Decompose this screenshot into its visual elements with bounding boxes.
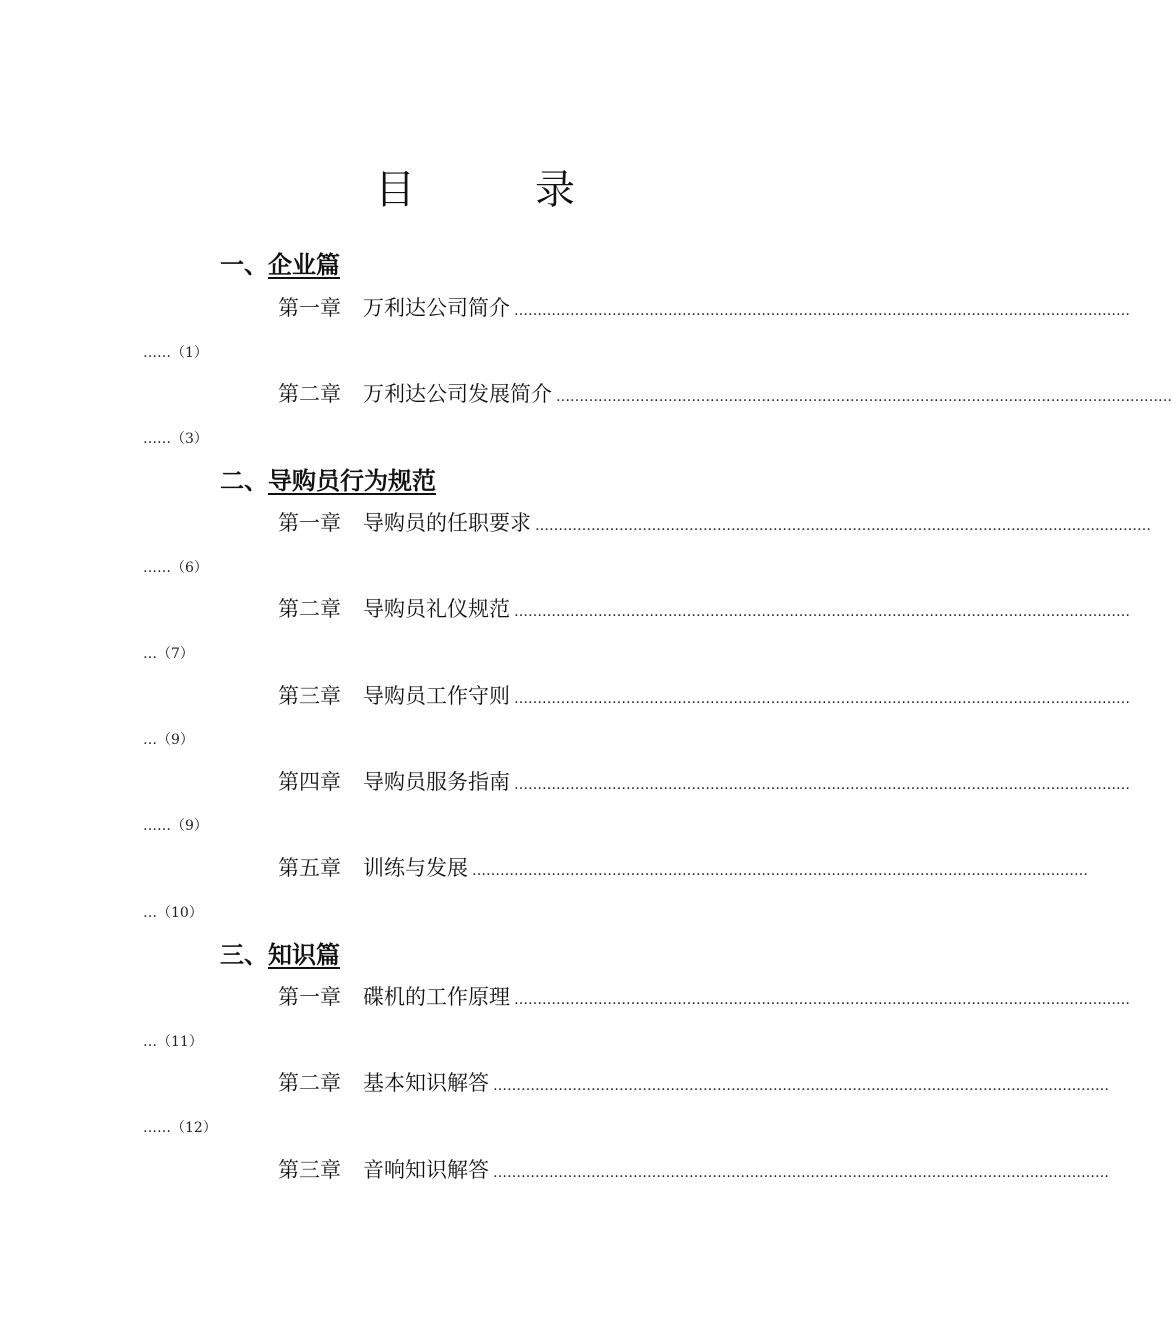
- dot-leader: ……………………………………………………………………………………………………………………: [472, 863, 1088, 879]
- section-title: 知识篇: [268, 941, 340, 969]
- page-number: …（11）: [143, 1034, 203, 1050]
- chapter-title: 万利达公司发展简介: [363, 382, 552, 406]
- section-title: 企业篇: [268, 251, 340, 279]
- page-number: ……（1）: [143, 345, 208, 361]
- toc-entry[interactable]: [278, 379, 1172, 409]
- toc-entry[interactable]: [278, 1155, 1109, 1185]
- chapter-title: 导购员礼仪规范: [363, 597, 510, 621]
- toc-entry[interactable]: [278, 982, 1130, 1012]
- chapter-number: 第三章: [278, 684, 341, 708]
- chapter-number: 第三章: [278, 1158, 341, 1182]
- chapter-title: 万利达公司简介: [363, 296, 510, 320]
- chapter-title: 导购员的任职要求: [363, 511, 531, 535]
- dot-leader: ……………………………………………………………………………………………………………………: [535, 518, 1151, 534]
- dot-leader: ……………………………………………………………………………………………………………………: [514, 303, 1130, 319]
- chapter-number: 第二章: [278, 1071, 341, 1095]
- toc-entry[interactable]: [278, 594, 1130, 624]
- dot-leader: ……………………………………………………………………………………………………………………: [556, 389, 1172, 405]
- page-title: 目 录: [375, 167, 615, 213]
- chapter-title: 训练与发展: [363, 856, 468, 880]
- dot-leader: ……………………………………………………………………………………………………………………: [514, 604, 1130, 620]
- page-number: …（7）: [143, 646, 194, 662]
- chapter-number: 第五章: [278, 856, 341, 880]
- chapter-number: 第二章: [278, 382, 341, 406]
- dot-leader: ……………………………………………………………………………………………………………………: [493, 1165, 1109, 1181]
- chapter-title: 音响知识解答: [363, 1158, 489, 1182]
- page-number: ……（3）: [143, 431, 208, 447]
- dot-leader: ……………………………………………………………………………………………………………………: [514, 777, 1130, 793]
- chapter-title: 碟机的工作原理: [363, 985, 510, 1009]
- chapter-number: 第一章: [278, 985, 341, 1009]
- section-heading-1: [220, 248, 340, 282]
- section-prefix: 二、: [220, 467, 268, 495]
- toc-entry[interactable]: [278, 293, 1130, 323]
- dot-leader: ……………………………………………………………………………………………………………………: [514, 691, 1130, 707]
- section-title: 导购员行为规范: [268, 467, 436, 495]
- chapter-number: 第二章: [278, 597, 341, 621]
- toc-entry[interactable]: [278, 767, 1130, 797]
- chapter-title: 导购员工作守则: [363, 684, 510, 708]
- chapter-title: 基本知识解答: [363, 1071, 489, 1095]
- dot-leader: ……………………………………………………………………………………………………………………: [514, 992, 1130, 1008]
- section-heading-3: [220, 938, 340, 972]
- toc-entry[interactable]: [278, 508, 1151, 538]
- page-number: ……（12）: [143, 1120, 217, 1136]
- toc-entry[interactable]: [278, 853, 1088, 883]
- chapter-number: 第一章: [278, 511, 341, 535]
- page-number: …（10）: [143, 905, 203, 921]
- page-number: …（9）: [143, 732, 194, 748]
- toc-entry[interactable]: [278, 681, 1130, 711]
- chapter-number: 第一章: [278, 296, 341, 320]
- page-number: ……（9）: [143, 818, 208, 834]
- toc-entry[interactable]: [278, 1068, 1109, 1098]
- chapter-title: 导购员服务指南: [363, 770, 510, 794]
- dot-leader: ……………………………………………………………………………………………………………………: [493, 1078, 1109, 1094]
- section-prefix: 一、: [220, 251, 268, 279]
- section-prefix: 三、: [220, 941, 268, 969]
- page-number: ……（6）: [143, 560, 208, 576]
- section-heading-2: [220, 464, 436, 498]
- chapter-number: 第四章: [278, 770, 341, 794]
